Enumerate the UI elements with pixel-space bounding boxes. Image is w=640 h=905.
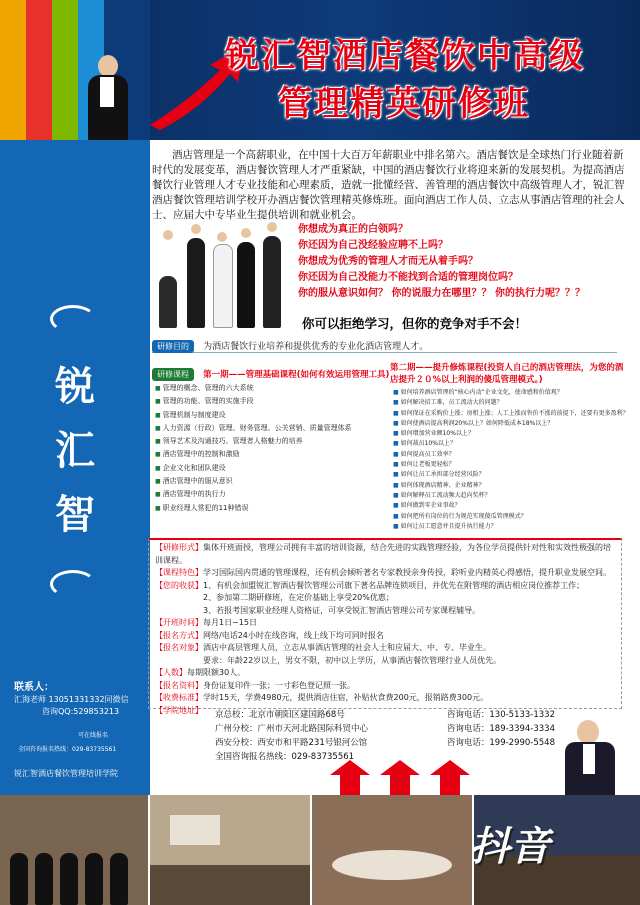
stage1-item: ■ 管理的概念、管理的六大系统 — [155, 382, 380, 395]
stage2-item: ■ 如何把所有岗位的行为规范实现傻瓜管理模式？ — [393, 512, 629, 522]
info-row-materials: 【报名资料】身份证复印件一张；一寸彩色登记照一张。 — [155, 680, 355, 690]
stage2-item: ■ 如何裁员10%以上？ — [393, 439, 629, 449]
info-row-gain-1: 【您的收获】1、有机会加盟锐汇智酒店餐饮管理公司旗下著名品牌连锁项目，并优先在附管理的酒店相应岗位推荐工作； — [155, 580, 585, 590]
info-row-method: 【报名方式】网络/电话24小时在线咨询，线上线下均可同时报名 — [155, 630, 384, 640]
stage1-item: ■ 管理机制与制度建设 — [155, 409, 380, 422]
brand-char-2: 汇 — [55, 428, 95, 474]
stage2-item: ■ 如何解决招工难，员工流动大的问题？ — [393, 398, 629, 408]
questions-list — [298, 222, 585, 302]
stage2-item: ■ 如何做到零企业事故？ — [393, 501, 629, 511]
photo-classroom — [150, 795, 310, 905]
stage1-header — [152, 362, 389, 381]
stage1-item: ■ 企业文化和团队建设 — [155, 462, 380, 475]
hostess-figure — [70, 55, 140, 140]
stage2-item: ■ 如何提高员工效率？ — [393, 450, 629, 460]
stage1-list — [155, 382, 380, 515]
stage2-item: ■ 如何让员工承担部分经营风险？ — [393, 470, 629, 480]
stage2-item: ■ 如何使酒店提高利润20%以上？如何降低成本18%以上？ — [393, 419, 629, 429]
stage1-item: ■ 职业经理人常犯的11种错误 — [155, 502, 380, 515]
photo-dining — [312, 795, 472, 905]
intro-paragraph: 酒店管理是一个高薪职业，在中国十大百万年薪职业中排名第六。酒店餐饮是全球热门行业随着新时代的发展变革，酒店餐饮管理人才严重紧缺，中国的酒店餐饮行业将迎来新的发展契机。为提高酒店餐饮行业管理人才专业技能和心理素质，造就一批懂经营、善管理的酒店餐饮中高级管理人才，锐汇智酒店餐饮管理培训学校开办酒店餐饮管理精英修炼班。面向酒店工作人员、立志从事酒店管理的社会人士、应届大中专毕业生提供培训和就业机会。 — [152, 149, 625, 221]
brand-vertical — [0, 355, 150, 547]
purpose-text: 为酒店餐饮行业培养和提供优秀的专业化酒店管理人才。 — [203, 342, 429, 352]
info-row-start: 【开班时间】每月1日~15日 — [155, 618, 257, 627]
question-3: 你想成为优秀的管理人才而无从着手吗？ — [298, 256, 478, 267]
stage1-item: ■ 领导艺术及沟通技巧、管理者人格魅力的培养 — [155, 435, 380, 448]
question-1: 你想成为真正的白领吗？ — [298, 224, 408, 235]
stage2-list — [393, 388, 629, 532]
stage1-item: ■ 酒店管理中的控制和激励 — [155, 448, 380, 461]
stage2-item: ■ 如何培养酒店管理的“核心内动”企业文化，使命感和价值观？ — [393, 388, 629, 398]
info-row-fee: 【收费标准】学时15天，学费4980元，提供酒店住宿，补贴伙食费200元，报销路费300元。 — [155, 693, 489, 702]
page-title-line2: 管理精英研修班 — [278, 84, 530, 124]
contact-line1: 汇海老师 13051331332同微信 — [14, 695, 129, 704]
header-banner — [0, 0, 640, 140]
address-row-beijing: 京总校：北京市朝阳区建国路68号 咨询电话：130-5133-1332 — [215, 710, 555, 720]
info-row-feature: 【课程特色】学习国际国内贯通的管理课程，还有机会倾听著名专家教授亲身传授，聆听业内精英心得感悟，提升职业发展空间。 — [155, 568, 611, 577]
address-row-xian: 西安分校：西安市和平路231号银河公馆 咨询电话：199-2990-5548 — [215, 738, 555, 748]
stage1-item: ■ 管理的功能、管理的实施手段 — [155, 395, 380, 408]
address-row-hotline: 全国咨询报名热线：029-83735561 — [215, 752, 355, 762]
swirl-ornament-bottom — [50, 570, 96, 598]
stage1-item: ■ 酒店管理中的服从意识 — [155, 475, 380, 488]
stage1-item: ■ 酒店管理中的执行力 — [155, 488, 380, 501]
info-row-gain-2: 2、参加第二期研修班，在定价基础上享受20%优惠； — [203, 593, 394, 602]
page-title-line1: 锐汇智酒店餐饮中高级 — [225, 36, 585, 76]
swirl-ornament-top — [50, 305, 96, 333]
course-tag: 研修课程 — [152, 368, 194, 381]
question-5: 你的服从意识如何？ 你的说服力在哪里？？ 你的执行力呢？？？ — [298, 288, 585, 299]
stage2-item: ■ 如何保证在采购价上涨；房租上涨；人工上涨而售价不涨的前提下，还要有更多盈利？ — [393, 409, 629, 419]
stage1-title: 第一期——管理基础课程(如何有效运用管理工具) — [203, 370, 390, 380]
stage2-item: ■ 如何解释员工流动频大趋向奖杯？ — [393, 491, 629, 501]
online-signup-note: 可在线报名 — [78, 732, 109, 739]
question-4: 你还因为自己没能力不能找到合适的管理岗位吗？ — [298, 272, 518, 283]
contact-title: 联系人： — [14, 682, 54, 693]
school-name: 锐汇智酒店餐饮管理培训学院 — [14, 769, 118, 778]
stage2-item: ■ 如何增加营业额10%以上？ — [393, 429, 629, 439]
info-rows — [155, 542, 615, 717]
left-sidebar — [0, 140, 150, 795]
stage2-title: 第二期——提升修炼课程(投资人自己的酒店管理法，为您的酒店提升２０%以上利润的傻瓜管理模式。) — [390, 363, 624, 385]
info-row-form: 【研修形式】集体开班面授，管理公司拥有丰富的培训资源，结合先进的实践管理经验，为各位学员提供针对性和实效性极强的培训课程。 — [155, 543, 611, 565]
brand-char-1: 锐 — [55, 364, 95, 410]
stage2-item: ■ 如何让员工愿意并且提升执行能力？ — [393, 522, 629, 532]
sidebar-hotline: 全国咨询报名热线：029-83735561 — [18, 746, 117, 753]
info-row-target: 【报名对象】酒店中高层管理人员，立志从事酒店管理的社会人士和应届大、中、专、毕业生。 — [155, 643, 491, 652]
businessman-figure — [555, 720, 635, 795]
address-list — [215, 708, 555, 764]
stage2-item: ■ 如何体现酒店精神、企业精神？ — [393, 481, 629, 491]
info-row-gain-3: 3、若报考国家职业经理人资格证，可享受锐汇智酒店管理公司专家课程辅导。 — [203, 605, 481, 615]
douyin-watermark: 抖音 — [470, 824, 550, 870]
slogan: 你可以拒绝学习，但你的竞争对手不会！ — [302, 316, 528, 331]
info-row-requirement: 要求：年龄22岁以上，男女不限，初中以上学历，从事酒店餐饮管理行业人员优先。 — [203, 655, 502, 665]
photo-staff-line — [0, 795, 148, 905]
stage1-item: ■ 人力资源（行政）管理、财务管理、公关营销、质量管理体系 — [155, 422, 380, 435]
brand-char-3: 智 — [55, 492, 95, 538]
staff-group-photo — [155, 218, 295, 328]
purpose-tag: 研修目的 — [152, 340, 194, 353]
info-row-address: 【学院地址】 — [155, 705, 203, 715]
contact-line2: 咨询QQ:529853213 — [42, 707, 120, 716]
question-2: 你还因为自己没经验应聘不上吗？ — [298, 240, 448, 251]
stage2-item: ■ 如何让老板更轻松？ — [393, 460, 629, 470]
red-arrows-graphic — [330, 760, 510, 800]
info-row-headcount: 【人数】每期限额30人。 — [155, 668, 246, 677]
address-row-guangzhou: 广州分校：广州市天河北路国际科贸中心 咨询电话：189-3394-3334 — [215, 724, 555, 734]
purpose-row — [152, 334, 617, 353]
